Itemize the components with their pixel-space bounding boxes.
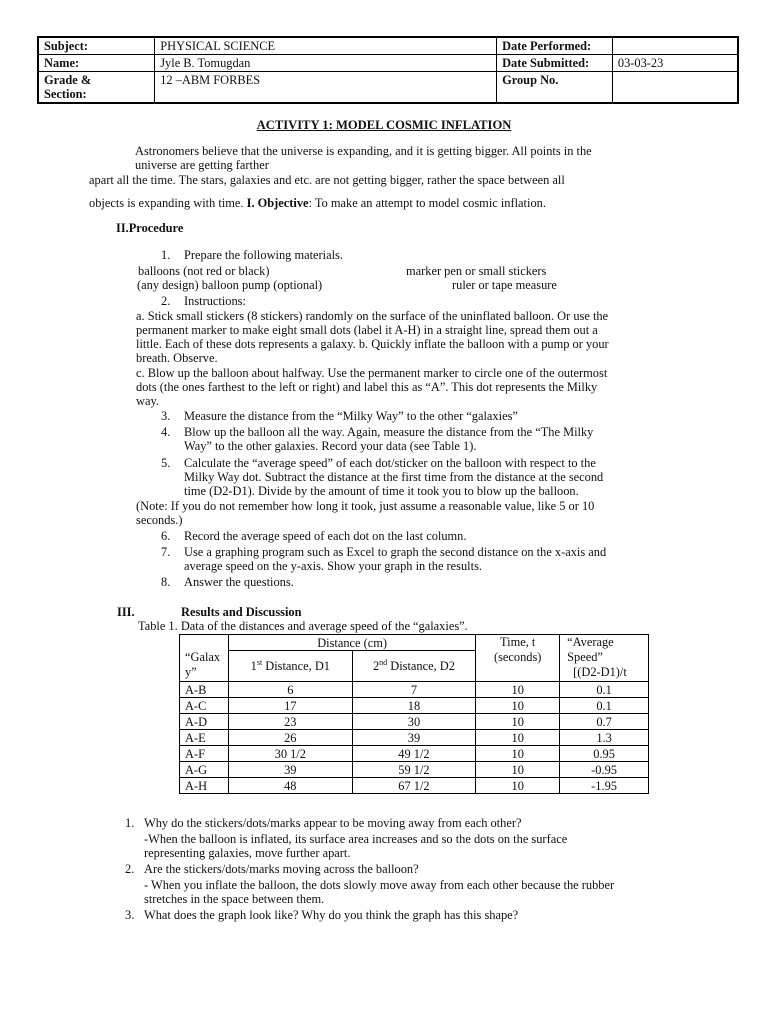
cell-d2: 67 1/2 [352,778,476,794]
instruction-c-line3: way. [136,394,159,408]
instruction-a-line3: little. Each of these dots represents a galaxy. b. Quickly inflate the balloon with a pump or your [136,337,609,351]
q1-text: Why do the stickers/dots/marks appear to be moving away from each other? [144,816,522,830]
date-submitted-label: Date Submitted: [497,55,613,72]
date-submitted-value: 03-03-23 [612,55,738,72]
instruction-c-line1: c. Blow up the balloon about halfway. Use the permanent marker to circle one of the outermost [136,366,608,380]
col-d1-pre: 1 [250,659,257,673]
step5-line1: Calculate the “average speed” of each dot/sticker on the balloon with respect to the [184,456,596,470]
grade-label-line1: Grade & [44,73,92,87]
step2-text: Instructions: [184,294,246,308]
galaxy-data-table [179,634,649,794]
cell-time: 10 [476,698,560,714]
step4-number: 4. [161,425,171,439]
cell-d2: 49 1/2 [352,746,476,762]
step6-number: 6. [161,529,171,543]
cell-time: 10 [476,778,560,794]
cell-d1: 48 [228,778,352,794]
cell-speed: -1.95 [560,778,649,794]
cell-d2: 39 [352,730,476,746]
col-header-time [476,635,560,682]
step5-number: 5. [161,456,171,470]
q2-number: 2. [125,862,135,876]
col-d1-post: Distance, D1 [262,659,330,673]
cell-d1: 17 [228,698,352,714]
header-info-table [37,36,739,104]
q3-text: What does the graph look like? Why do you think the graph has this shape? [144,908,519,922]
table-row [180,746,649,762]
table-row [180,714,649,730]
cell-d1: 39 [228,762,352,778]
step5-line2: Milky Way dot. Subtract the distance at the first time from the distance at the second [184,470,604,484]
a1-line2: representing galaxies, move further apart. [144,846,351,860]
q1-number: 1. [125,816,135,830]
col-d2-sup: nd [379,657,388,667]
intro-line-1: Astronomers believe that the universe is expanding, and it is getting bigger. All points in the [135,144,592,158]
step8-number: 8. [161,575,171,589]
a2-line2: stretches in the space between them. [144,892,325,906]
cell-speed: 0.1 [560,698,649,714]
a1-line1: -When the balloon is inflated, its surface area increases and so the dots on the surface [144,832,568,846]
material-pump: (any design) balloon pump (optional) [137,278,323,292]
col-header-galaxy [180,635,229,682]
step4-line1: Blow up the balloon all the way. Again, measure the distance from the “The Milky [184,425,594,439]
cell-time: 10 [476,730,560,746]
note-line1: (Note: If you do not remember how long it took, just assume a reasonable value, like 5 or 10 [136,499,595,513]
step8-text: Answer the questions. [184,575,294,589]
a2-line1: - When you inflate the balloon, the dots slowly move away from each other because the rubber [144,878,615,892]
cell-time: 10 [476,746,560,762]
intro-line-4 [89,196,546,210]
material-marker: marker pen or small stickers [406,264,547,278]
table-row [180,730,649,746]
instruction-a-line4: breath. Observe. [136,351,218,365]
col-time-line1: Time, t [500,635,536,649]
step3-number: 3. [161,409,171,423]
cell-galaxy: A-D [180,714,229,730]
grade-label-line2: Section: [44,87,87,101]
intro-line-4a: objects is expanding with time. [89,196,247,210]
cell-d2: 7 [352,682,476,698]
cell-time: 10 [476,762,560,778]
instruction-a-line2: permanent marker to make eight small dots (label it A-H) in a straight line, spread them out a [136,323,598,337]
col-header-speed [560,635,649,682]
cell-d2: 18 [352,698,476,714]
q3-number: 3. [125,908,135,922]
col-speed-line1: “Average [567,635,614,649]
cell-galaxy: A-E [180,730,229,746]
col-time-line2: (seconds) [493,650,542,664]
header-row-subject [38,37,738,55]
cell-time: 10 [476,714,560,730]
material-balloons: balloons (not red or black) [138,264,270,278]
cell-galaxy: A-H [180,778,229,794]
date-performed-value [612,37,738,55]
col-header-distance: Distance (cm) [228,635,475,651]
results-number: III. [117,605,135,619]
step7-number: 7. [161,545,171,559]
table-row [180,682,649,698]
step1-text: Prepare the following materials. [184,248,343,262]
cell-d1: 26 [228,730,352,746]
col-speed-line3: [(D2-D1)/t [573,665,627,679]
cell-d1: 23 [228,714,352,730]
cell-speed: 1.3 [560,730,649,746]
table-row [180,778,649,794]
objective-text: : To make an attempt to model cosmic inflation. [308,196,546,210]
q2-text: Are the stickers/dots/marks moving across the balloon? [144,862,419,876]
subject-value: PHYSICAL SCIENCE [155,37,497,55]
step7-line2: average speed on the y-axis. Show your graph in the results. [184,559,482,573]
cell-galaxy: A-G [180,762,229,778]
intro-line-2: universe are getting farther [135,158,269,172]
material-ruler: ruler or tape measure [452,278,557,292]
step6-text: Record the average speed of each dot on the last column. [184,529,467,543]
step1-number: 1. [161,248,171,262]
step4-line2: Way” to the other galaxies. Record your data (see Table 1). [184,439,477,453]
header-row-grade [38,72,738,104]
cell-d1: 6 [228,682,352,698]
procedure-heading: II.Procedure [116,221,184,235]
col-galaxy-line1: “Galax [185,650,221,664]
cell-d2: 59 1/2 [352,762,476,778]
group-no-label: Group No. [497,72,613,104]
activity-title: ACTIVITY 1: MODEL COSMIC INFLATION [256,118,512,132]
objective-label: I. Objective [246,196,309,210]
col-d1-sup: st [256,657,263,667]
cell-galaxy: A-F [180,746,229,762]
subject-label: Subject: [38,37,155,55]
date-performed-label: Date Performed: [497,37,613,55]
grade-section-value: 12 –ABM FORBES [155,72,497,104]
col-speed-line2: Speed” [567,650,603,664]
table-header-row-1 [180,635,649,651]
col-header-d2 [352,651,476,682]
grade-section-label [38,72,155,104]
step7-line1: Use a graphing program such as Excel to graph the second distance on the x-axis and [184,545,607,559]
instruction-c-line2: dots (the ones farthest to the left or right) and label this as “A”. This dot represents the Milky [136,380,598,394]
instruction-a-line1: a. Stick small stickers (8 stickers) randomly on the surface of the uninflated balloon. Or use the [136,309,609,323]
col-d2-post: Distance, D2 [387,659,455,673]
cell-galaxy: A-C [180,698,229,714]
group-no-value [612,72,738,104]
cell-galaxy: A-B [180,682,229,698]
step5-line3: time (D2-D1). Divide by the amount of time it took you to blow up the balloon. [184,484,579,498]
cell-d2: 30 [352,714,476,730]
col-d2-pre: 2 [372,659,380,673]
table-caption: Table 1. Data of the distances and average speed of the “galaxies”. [138,619,468,633]
step2-number: 2. [161,294,171,308]
table-row [180,698,649,714]
cell-speed: -0.95 [560,762,649,778]
table-row [180,762,649,778]
note-line2: seconds.) [136,513,183,527]
intro-line-3: apart all the time. The stars, galaxies and etc. are not getting bigger, rather the space between all [89,173,565,187]
col-header-d1 [228,651,352,682]
step3-text: Measure the distance from the “Milky Way” to the other “galaxies” [184,409,518,423]
header-row-name [38,55,738,72]
results-heading: Results and Discussion [181,605,302,619]
cell-speed: 0.95 [560,746,649,762]
cell-speed: 0.1 [560,682,649,698]
col-galaxy-line2: y” [185,665,197,679]
name-label: Name: [38,55,155,72]
cell-d1: 30 1/2 [228,746,352,762]
name-value: Jyle B. Tomugdan [155,55,497,72]
cell-time: 10 [476,682,560,698]
cell-speed: 0.7 [560,714,649,730]
